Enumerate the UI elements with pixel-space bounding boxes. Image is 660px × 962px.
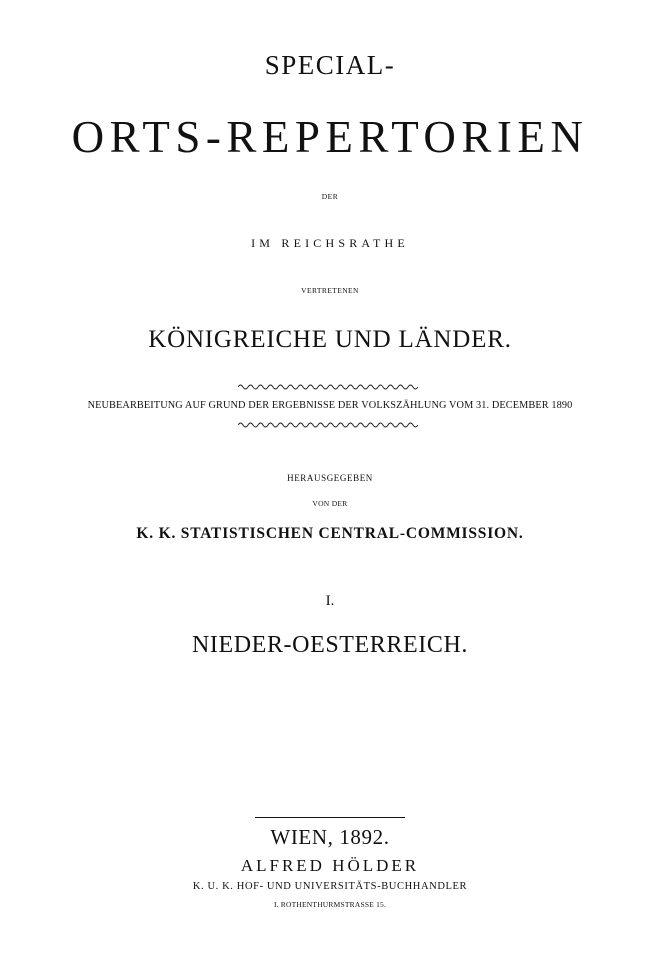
imprint-rule [255, 817, 405, 818]
herausgegeben-line: HERAUSGEGEBEN [287, 473, 373, 483]
reichsrathe-line: IM REICHSRATHE [251, 236, 409, 250]
vertretenen-line: VERTRETENEN [301, 286, 359, 295]
title-prefix: SPECIAL- [264, 50, 396, 80]
imprint-publisher: ALFRED HÖLDER [240, 856, 420, 875]
volume-number: I. [325, 593, 335, 609]
main-title: ORTS-REPERTORIEN [71, 112, 589, 162]
ornament-wave-top [238, 383, 418, 391]
imprint-publisher-title: K. U. K. HOF- UND UNIVERSITÄTS-BUCHHANDLER [192, 881, 468, 892]
article-der: DER [321, 192, 339, 201]
ornament-wave-bottom [238, 421, 418, 429]
volume-region: NIEDER-OESTERREICH. [191, 632, 469, 658]
commission-name: K. K. STATISTISCHEN CENTRAL-COMMISSION. [136, 525, 524, 542]
imprint-address: I. ROTHENTHURMSTRASSE 15. [273, 900, 387, 909]
subtitle-neubearbeitung: NEUBEARBEITUNG AUF GRUND DER ERGEBNISSE DER VOLKSZÄHLUNG VOM 31. DECEMBER 1890 [87, 400, 573, 411]
koenigreiche-line: KÖNIGREICHE UND LÄNDER. [148, 326, 512, 353]
imprint-place-year: WIEN, 1892. [270, 825, 390, 849]
von-der-line: VON DER [312, 499, 348, 508]
